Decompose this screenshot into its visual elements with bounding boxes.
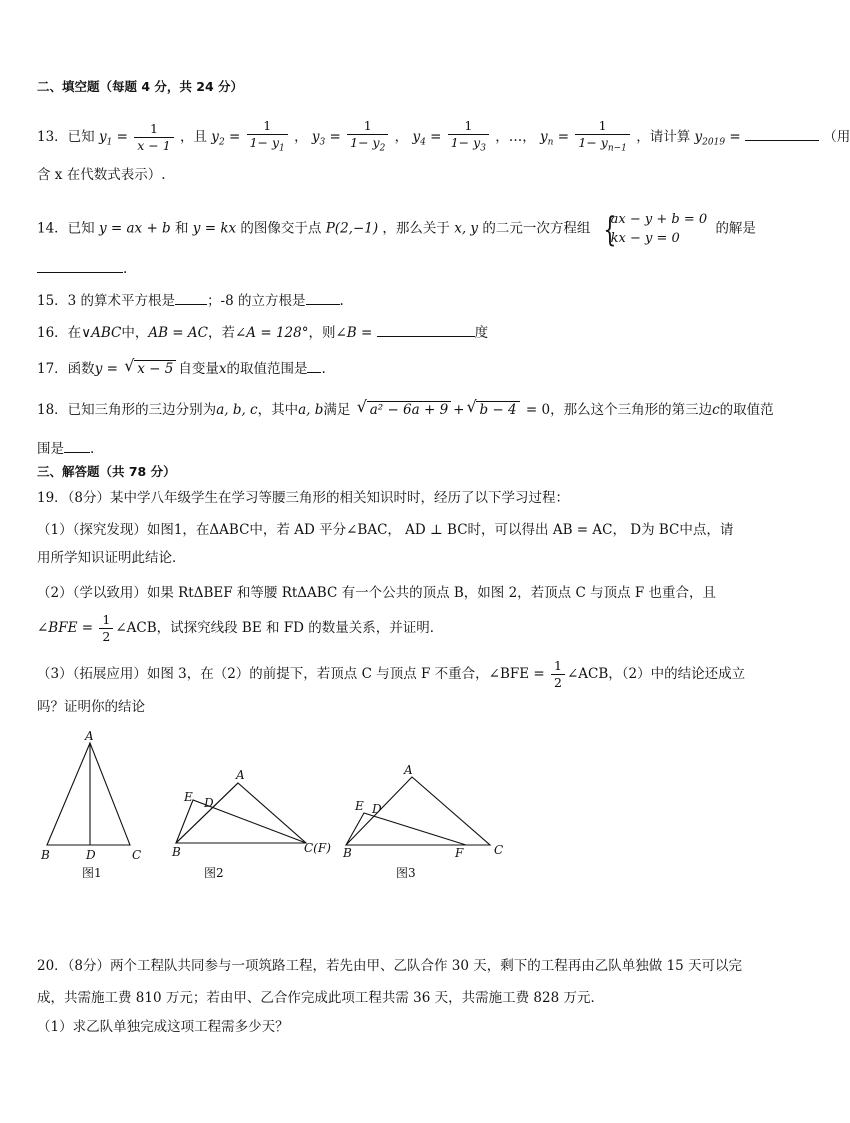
q13-prefix: 13．已知 (37, 128, 95, 145)
q13-mid: ，且 (180, 128, 207, 145)
figure-3 (346, 777, 490, 845)
fig3-label-d: D (372, 802, 382, 816)
q15-blank-2 (306, 290, 340, 305)
question-16: 16．在∨ABC中，AB = AC，若∠A = 128°，则∠B = 度 (37, 322, 488, 343)
q17-answer-blank (307, 358, 321, 373)
q13-frac-3: $\frac{1}{1- y_2}$ (347, 118, 388, 157)
q13-frac-2: $\frac{1}{1- y_1}$ (247, 118, 288, 157)
fig2-triangle-bef (176, 800, 306, 843)
fig3-label-e: E (355, 799, 364, 813)
question-20-line2: 成，共需施工费 810 万元；若由甲、乙合作完成此项工程共需 36 天，共需施工费 828 万元． (37, 990, 604, 1006)
question-20-part1: （1）求乙队单独完成这项工程需多少天？ (37, 1019, 289, 1035)
fig3-label-a: A (404, 763, 413, 777)
question-13: 13．已知 $y_1$ = $\frac{1}{x - 1}$ ，且 $y_2$ = $\frac{1}{1- y_1}$ ， $y_3$ = $\frac{1}{1- y_2}$ ， $y_4$ = $\frac{1}{1- y_3}$ ，…， $y_n$ = $\frac{1}{1- y_{n-1}}$ ，请计算 $y_{2019}$ = （用 (37, 118, 850, 157)
figure-1-labels (40, 729, 141, 862)
q13-frac-n: $\frac{1}{1- y_{n-1}}$ (575, 118, 630, 157)
question-18: 18．已知三角形的三边分别为a, b, c，其中a, b满足 √ a² − 6a + 9 + √ b − 4 = 0，那么这个三角形的第三边c的取值范 (37, 397, 774, 418)
fig2-label-a: A (236, 768, 245, 782)
fig1-label-c: C (132, 848, 142, 862)
figures-area (0, 725, 794, 885)
q16-answer-blank (377, 322, 475, 337)
question-17: 17．函数y = √ x − 5 自变量x的取值范围是 . (37, 356, 326, 377)
figure-2-labels (171, 768, 331, 859)
fig3-caption: 图3 (396, 866, 416, 880)
q13-frac-1: $\frac{1}{x - 1}$ (134, 121, 173, 154)
q14-eq1: y = ax + b (98, 220, 171, 237)
q14-answer-blank (37, 258, 123, 273)
q14-point: P(2,−1) (325, 220, 379, 237)
q13-frac-4: $\frac{1}{1- y_3}$ (448, 118, 489, 157)
section-heading-fill-in: 二、填空题（每题 4 分，共 24 分） (37, 79, 244, 94)
section-heading-solve: 三、解答题（共 78 分） (37, 464, 176, 479)
fig2-triangle-abc (176, 783, 306, 843)
question-20-line1: 20．（8分）两个工程队共同参与一项筑路工程，若先由甲、乙队合作 30 天，剩下的工程再由乙队单独做 15 天可以完 (37, 958, 743, 974)
fig1-caption: 图1 (82, 866, 102, 880)
q18-answer-blank (64, 438, 90, 453)
question-19-part2-line2: ∠BFE = $\frac{1}{2}$ ∠ACB，试探究线段 BE 和 FD 的数量关系，并证明． (37, 612, 444, 644)
question-19-part3-line1: （3）（拓展应用）如图 3，在（2）的前提下，若顶点 C 与顶点 F 不重合，∠BFE = $\frac{1}{2}$ ∠ACB，（2）中的结论还成立 (37, 658, 746, 690)
fig1-label-d: D (86, 848, 96, 862)
question-19-part1-line1: （1）（探究发现）如图1，在ΔABC中，若 AD 平分∠BAC， AD ⊥ BC时，可以得出 AB = AC， D为 BC中点，请 (37, 522, 734, 538)
fig3-label-c: C (494, 843, 504, 857)
fig1-label-a: A (85, 729, 94, 743)
q18-sqrt-1: √ a² − 6a + 9 (357, 400, 451, 420)
question-19-part1-line2: 用所学知识证明此结论． (37, 550, 186, 566)
fig2-label-b: B (172, 845, 181, 859)
q15-blank-1 (175, 290, 207, 305)
fig2-label-e: E (184, 790, 193, 804)
fig3-triangle-abc (346, 777, 490, 845)
fig2-caption: 图2 (204, 866, 224, 880)
q14-eq2: y = kx (192, 220, 237, 237)
fig2-label-c: C(F) (304, 841, 331, 855)
q13-line2: 含 x 在代数式表示）. (37, 167, 166, 183)
question-19-part3-line2: 吗？证明你的结论 (37, 699, 145, 715)
question-19-intro: 19．（8分）某中学八年级学生在学习等腰三角形的相关知识时时，经历了以下学习过程： (37, 490, 570, 506)
q18-sqrt-2: √ b − 4 (466, 400, 519, 420)
fig3-label-b: B (343, 846, 352, 860)
question-14: 14．已知 y = ax + b 和 y = kx 的图像交于点 P(2,−1) ，那么关于 x, y 的二元一次方程组 { ax − y + b = 0 kx − y = 0 的解是 (37, 210, 756, 250)
q14-line2: . (37, 258, 127, 279)
fig2-label-d: D (204, 796, 214, 810)
q14-equation-system: { ax − y + b = 0 kx − y = 0 (602, 210, 708, 250)
question-15: 15．3 的算术平方根是 ；-8 的立方根是 . (37, 290, 344, 311)
q19-half-fraction: $\frac{1}{2}$ (99, 612, 113, 645)
fig1-triangle-abc (47, 743, 130, 845)
q17-sqrt: √ x − 5 (124, 359, 176, 379)
q13-y1: y (98, 128, 107, 145)
fig1-label-b: B (41, 848, 50, 862)
q13-answer-blank (745, 126, 819, 141)
q18-line2: 围是 . (37, 438, 94, 459)
fig3-triangle-bef (346, 813, 466, 845)
q19-half-fraction-2: $\frac{1}{2}$ (551, 658, 565, 691)
question-19-part2-line1: （2）（学以致用）如果 RtΔBEF 和等腰 RtΔABC 有一个公共的顶点 B，如图 2，若顶点 C 与顶点 F 也重合，且 (37, 585, 717, 601)
fig3-label-f: F (455, 846, 464, 860)
figure-2 (176, 783, 306, 843)
figure-1 (47, 743, 130, 845)
